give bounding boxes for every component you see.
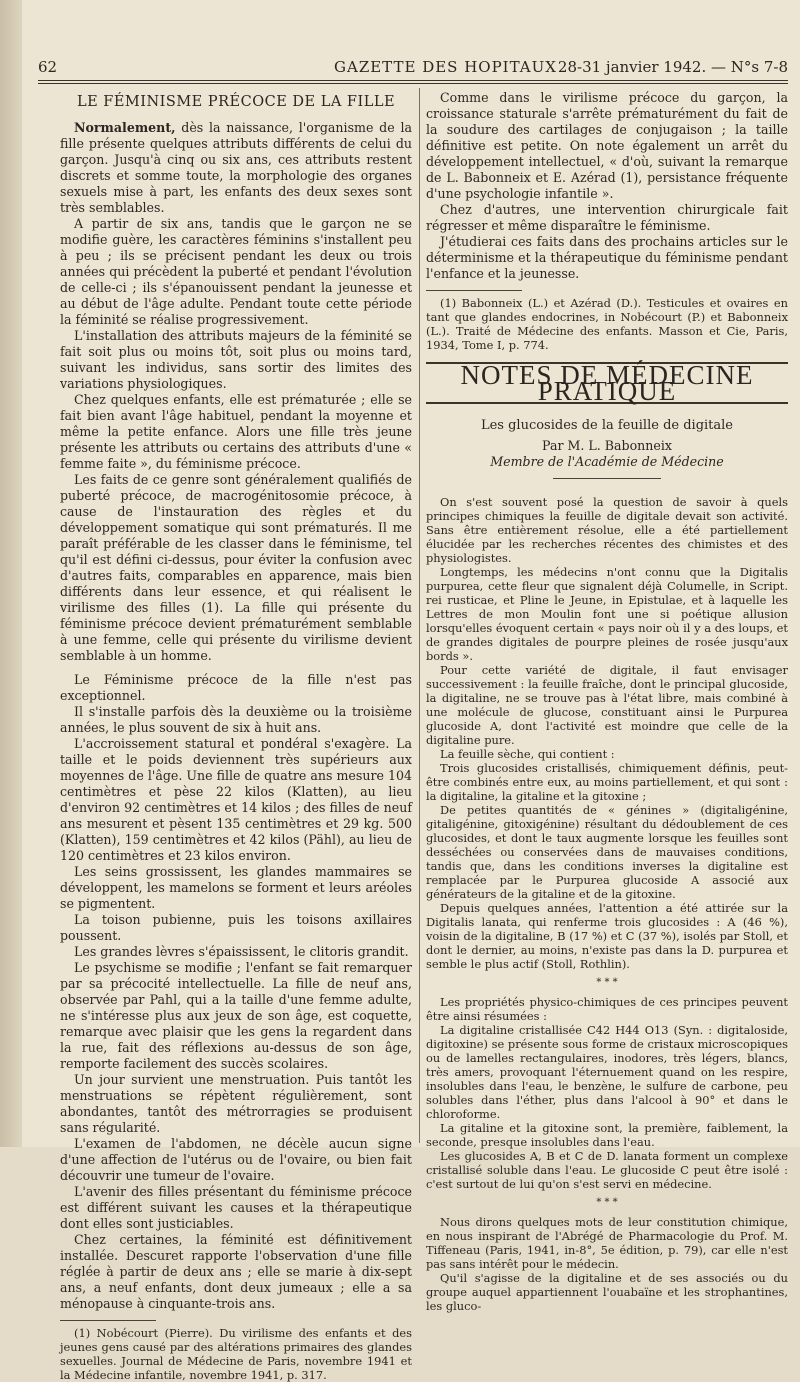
paragraph: J'étudierai ces faits dans des prochains articles sur le déterminisme et la thérapeutique du féminisme pendant l'enfance et la jeunesse.	[426, 234, 788, 281]
column-separator	[419, 88, 420, 1143]
paragraph: Qu'il s'agisse de la digitaline et de ses associés ou du groupe auquel appartiennent l'ouabaïne et les strophantines, les gluco-	[426, 1271, 788, 1313]
paragraph: Nous dirons quelques mots de leur constitution chimique, en nous inspirant de l'Abrégé de Pharmacologie du Prof. M. Tiffeneau (Paris, 1941, in-8°, 5e édition, p. 79), car elle n'est pas sans intérêt pour le médecin.	[426, 1215, 788, 1271]
page-edge-shadow	[0, 0, 22, 1147]
paragraph: A partir de six ans, tandis que le garçon ne se modifie guère, les caractères féminins s'installent peu à peu ; ils se précisent pendant les deux ou trois années qui précèdent la puberté et pendant l'évolution de celle-ci ; ils s'épanouissent pendant la jeunesse et au début de l'âge adulte. Pendant toute cette période la féminité se réalise progressivement.	[60, 216, 412, 327]
paragraph: L'examen de l'abdomen, ne décèle aucun signe d'une affection de l'utérus ou de l'ovaire, ou bien fait découvrir une tumeur de l'ovaire.	[60, 1136, 412, 1183]
paragraph: Les seins grossissent, les glandes mammaires se développent, les mamelons se forment et leurs aréoles se pigmentent.	[60, 864, 412, 911]
issue-date: 28-31 janvier 1942. — N°s 7-8	[557, 58, 788, 76]
paragraph: L'installation des attributs majeurs de la féminité se fait soit plus ou moins tôt, soit plus ou moins tard, suivant les individus, sans sortir des limites des variations physiologiques.	[60, 328, 412, 391]
paragraph: Les propriétés physico-chimiques de ces principes peuvent être ainsi résumées :	[426, 995, 788, 1023]
paragraph: La feuille sèche, qui contient :	[440, 747, 615, 761]
footnote-rule	[426, 290, 522, 291]
paragraph: Il s'installe parfois dès la deuxième ou la troisième années, le plus souvent de six à huit ans.	[60, 704, 412, 735]
author-membership: Membre de l'Académie de Médecine	[490, 454, 724, 469]
paragraph: L'avenir des filles présentant du féminisme précoce est différent suivant les causes et la thérapeutique dont elles sont justiciables.	[60, 1184, 412, 1231]
paragraph: La toison pubienne, puis les toisons axillaires poussent.	[60, 912, 412, 943]
paragraph: Comme dans le virilisme précoce du garçon, la croissance staturale s'arrête prématurément du fait de la soudure des cartilages de conjugaison ; la taille définitive est petite. On note également un arrêt du développement intellectuel, « d'où, suivant la remarque de L. Babonneix et E. Azérad (1), persistance fréquente d'une psychologie infantile ».	[426, 90, 788, 201]
title-rule	[553, 478, 661, 479]
right-column	[426, 90, 788, 1313]
paragraph: De petites quantités de « génines » (digitaligénine, gitaligénine, gitoxigénine) résultant du dédoublement de ces glucosides, et dont le taux augmente lorsque les feuilles sont desséchées ou conservées dans de mauvaises conditions, tandis que, dans les conditions inverses la digitaline est remplacée par le Purpurea glucoside A associé aux générateurs de la gitaline et de la gitoxine.	[426, 803, 788, 901]
paragraph: Longtemps, les médecins n'ont connu que la Digitalis purpurea, cette fleur que signalent déjà Columelle, in Script. rei rusticae, et Pline le Jeune, in Epistulae, et à laquelle les Lettres de mon Moulin font une si poétique allusion lorsqu'elles évoquent certain « pays noir où il y a des loups, et de grandes digitales de pourpre pleines de rosée jusqu'aux bords ».	[426, 565, 788, 663]
byline: Par M. L. Babonneix	[542, 438, 672, 453]
paragraph: Chez d'autres, une intervention chirurgicale fait régresser et même disparaître le féminisme.	[426, 202, 788, 233]
article-title: Les glucosides de la feuille de digitale	[480, 418, 734, 433]
paragraph: Pour cette variété de digitale, il faut envisager successivement : la feuille fraîche, dont le principal glucoside, la digitaline, ne se trouve pas à l'état libre, mais combiné à une molécule de glucose, constituant ainsi le Purpurea glucoside A, dont l'activité est moindre que celle de la digitaline pure.	[426, 663, 788, 747]
paragraph: Trois glucosides cristallisés, chimiquement définis, peut-être combinés entre eux, au moins partiellement, et qui sont : la digitaline, la gitaline et la gitoxine ;	[426, 761, 788, 803]
paragraph: On s'est souvent posé la question de savoir à quels principes chimiques la feuille de digitale devait son activité. Sans être entièrement résolue, elle a été partiellement élucidée par les recherches récentes des chimistes et des physiologistes.	[426, 495, 788, 565]
section-title: NOTES DE MÉDECINE PRATIQUE	[460, 360, 754, 406]
paragraph: L'accroissement statural et pondéral s'exagère. La taille et le poids deviennent très supérieurs aux moyennes de l'âge. Une fille de quatre ans mesure 104 centimètres et pèse 22 kilos (Klatten), au lieu d'environ 92 centimètres et 14 kilos ; des filles de neuf ans mesurent et pèsent 135 centimètres et 29 kg. 500 (Klatten), 159 centimètres et 42 kilos (Pähl), au lieu de 120 centimètres et 23 kilos environ.	[60, 736, 412, 863]
paragraph: La digitaline cristallisée C42 H44 O13 (Syn. : digitaloside, digitoxine) se présente sous forme de cristaux microscopiques ou de lamelles rectangulaires, inodores, très légers, blancs, très amers, provoquant l'éternuement quand on les respire, insolubles dans l'eau, le benzène, le sulfure de carbone, peu solubles dans l'éther, plus dans l'alcool à 90° et dans le chloroforme.	[426, 1023, 788, 1121]
paragraph: La gitaline et la gitoxine sont, la première, faiblement, la seconde, presque insolubles dans l'eau.	[426, 1121, 788, 1149]
section-banner	[426, 362, 788, 404]
paragraph: Depuis quelques années, l'attention a été attirée sur la Digitalis lanata, qui renferme trois glucosides : A (46 %), voisin de la digitaline, B (17 %) et C (37 %), isolés par Stoll, et dont le dernier, au moins, n'existe pas dans la D. purpurea et semble le plus actif (Stoll, Rothlin).	[426, 901, 788, 971]
page-number: 62	[38, 58, 58, 76]
paragraph: Les faits de ce genre sont généralement qualifiés de puberté précoce, de macrogénitosomie précoce, à cause de l'instauration des règles et du développement somatique qui sont prématurés. Il me paraît préférable de les classer dans le féminisme, tel qu'il est défini ci-dessus, pour éviter la confusion avec d'autres faits, comparables en apparence, mais bien différents dans leur essence, et qui réalisent le virilisme des filles (1). La fille qui présente du féminisme précoce devient prématurément semblable à une femme, celle qui présente du virilisme devient semblable à un homme.	[60, 472, 412, 663]
paragraph: Le Féminisme précoce de la fille n'est pas exceptionnel.	[60, 672, 412, 703]
paragraph: Les glucosides A, B et C de D. lanata forment un complexe cristallisé soluble dans l'eau. Le glucoside C peut être isolé : c'est surtout de lui qu'on s'est servi en médecine.	[426, 1149, 788, 1191]
running-header	[38, 54, 788, 78]
lead-word: Normalement,	[74, 120, 176, 135]
separator-stars: * * *	[596, 1197, 618, 1208]
paragraph: Chez certaines, la féminité est définitivement installée. Descuret rapporte l'observation d'une fille réglée à partir de deux ans ; elle se marie à dix-sept ans, a neuf enfants, dont deux jumeaux ; elle a sa ménopause à cinquante-trois ans.	[60, 1232, 412, 1311]
article-title: LE FÉMINISME PRÉCOCE DE LA FILLE	[76, 94, 396, 110]
paragraph: Chez quelques enfants, elle est prématurée ; elle se fait bien avant l'âge habituel, pendant la moyenne et même la petite enfance. Alors une fille très jeune présente les attributs ou certains des attributs d'une « femme faite », du féminisme précoce.	[60, 392, 412, 471]
header-rule	[38, 80, 788, 84]
paragraph: Le psychisme se modifie ; l'enfant se fait remarquer par sa précocité intellectuelle. La fille de neuf ans, observée par Pahl, qui a la taille d'une femme adulte, ne s'intéresse plus aux jeux de son âge, est coquette, remarque avec plaisir que les gens la regardent dans la rue, fait des réflexions au-dessus de son âge, remporte facilement des succès scolaires.	[60, 960, 412, 1071]
paragraph: Les grandes lèvres s'épaississent, le clitoris grandit.	[74, 944, 409, 959]
paragraph: Un jour survient une menstruation. Puis tantôt les menstruations se répètent régulièrement, sont abondantes, tantôt des métrorragies se produisent sans régularité.	[60, 1072, 412, 1135]
left-column	[60, 90, 412, 1382]
footnote: (1) Nobécourt (Pierre). Du virilisme des enfants et des jeunes gens causé par des altérations primaires des glandes sexuelles. Journal de Médecine de Paris, novembre 1941 et la Médecine infantile, novembre 1941, p. 317.	[60, 1326, 412, 1382]
journal-name: GAZETTE DES HOPITAUX	[334, 58, 557, 76]
footnote: (1) Babonneix (L.) et Azérad (D.). Testicules et ovaires en tant que glandes endocrines, in Nobécourt (P.) et Babonneix (L.). Traité de Médecine des enfants. Masson et Cie, Paris, 1934, Tome I, p. 774.	[426, 296, 788, 352]
paragraph: Normalement, dès la naissance, l'organisme de la fille présente quelques attributs différents de celui du garçon. Jusqu'à cinq ou six ans, ces attributs restent discrets et somme toute, la morphologie des organes sexuels mise à part, les enfants des deux sexes sont très semblables.	[60, 120, 412, 215]
separator-stars: * * *	[596, 977, 618, 988]
footnote-rule	[60, 1320, 156, 1321]
